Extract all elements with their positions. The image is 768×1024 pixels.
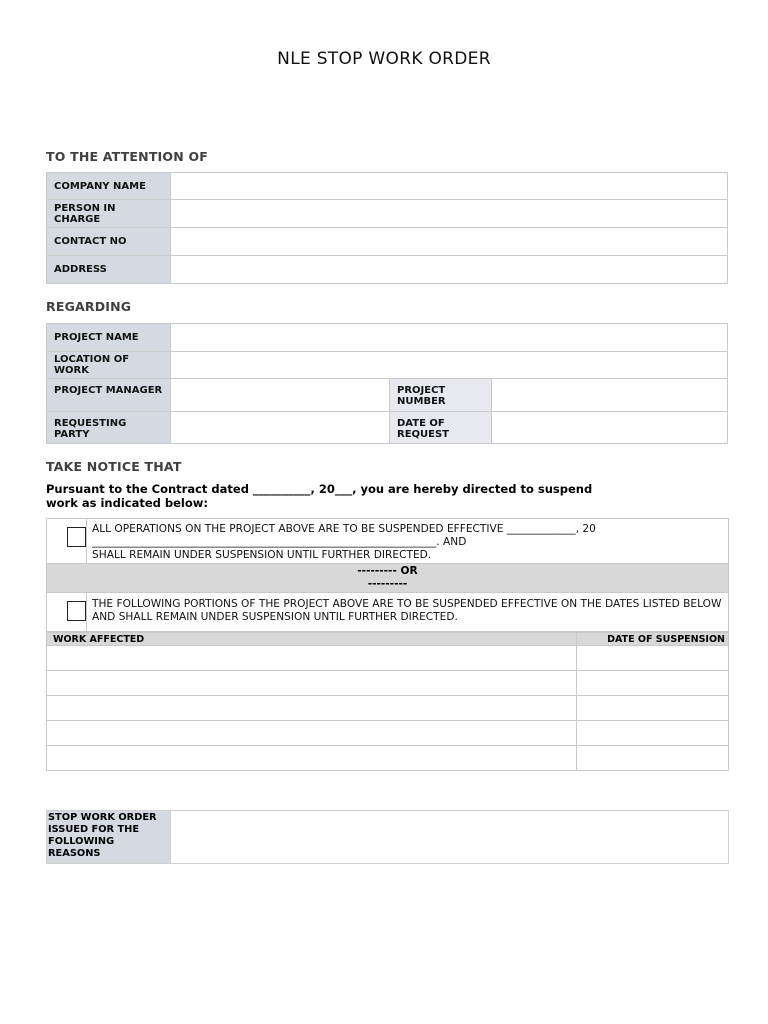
option-all-checkbox[interactable] — [67, 527, 86, 547]
regarding-heading: REGARDING — [46, 299, 132, 314]
take-notice-heading: TAKE NOTICE THAT — [46, 459, 182, 474]
project-manager-field[interactable] — [171, 379, 390, 412]
address-field[interactable] — [171, 256, 728, 284]
work-affected-cell[interactable] — [47, 696, 577, 721]
attention-table — [46, 172, 728, 284]
date-of-suspension-cell[interactable] — [577, 671, 729, 696]
option-all-line-2: _________________________________________________________________. AND — [92, 536, 467, 548]
table-row — [47, 671, 729, 696]
project-manager-label: PROJECT MANAGER — [47, 379, 171, 412]
date-of-suspension-header: DATE OF SUSPENSION — [577, 633, 729, 646]
date-of-suspension-cell[interactable] — [577, 746, 729, 771]
person-in-charge-field[interactable] — [171, 200, 728, 228]
project-number-label: PROJECT NUMBER — [390, 379, 492, 412]
location-of-work-label: LOCATION OF WORK — [47, 352, 171, 379]
option-all-divider — [86, 518, 87, 564]
requesting-party-label: REQUESTING PARTY — [47, 412, 171, 444]
company-name-field[interactable] — [171, 173, 728, 200]
project-name-label: PROJECT NAME — [47, 324, 171, 352]
regarding-table — [46, 323, 728, 444]
table-row — [47, 696, 729, 721]
reasons-field[interactable] — [171, 811, 729, 864]
or-line-1: --------- OR — [357, 565, 418, 577]
notice-intro: Pursuant to the Contract dated __________, 20___, you are hereby directed to suspend work as indicated below: — [46, 482, 593, 510]
table-row — [47, 746, 729, 771]
reasons-label: STOP WORK ORDER ISSUED FOR THE FOLLOWING REASONS — [47, 811, 171, 864]
date-of-suspension-cell[interactable] — [577, 721, 729, 746]
table-row — [47, 721, 729, 746]
date-of-request-label: DATE OF REQUEST — [390, 412, 492, 444]
option-all-line-3: SHALL REMAIN UNDER SUSPENSION UNTIL FURTHER DIRECTED. — [92, 549, 432, 561]
date-of-suspension-cell[interactable] — [577, 696, 729, 721]
work-affected-header: WORK AFFECTED — [47, 633, 577, 646]
option-portions-divider — [86, 592, 87, 632]
work-affected-table — [46, 632, 729, 771]
work-affected-cell[interactable] — [47, 746, 577, 771]
person-in-charge-label: PERSON IN CHARGE — [47, 200, 171, 228]
work-affected-cell[interactable] — [47, 671, 577, 696]
option-all-line-1: ALL OPERATIONS ON THE PROJECT ABOVE ARE TO BE SUSPENDED EFFECTIVE _____________, 20 — [92, 523, 596, 535]
project-number-field[interactable] — [492, 379, 728, 412]
option-portions-text: THE FOLLOWING PORTIONS OF THE PROJECT ABOVE ARE TO BE SUSPENDED EFFECTIVE ON THE DATES LISTED BELOW AND SHALL REMAIN UNDER SUSPENSION UNTIL FURTHER DIRECTED. — [92, 598, 722, 623]
or-separator — [46, 564, 729, 592]
contact-no-field[interactable] — [171, 228, 728, 256]
contact-no-label: CONTACT NO — [47, 228, 171, 256]
table-row — [47, 646, 729, 671]
attention-heading: TO THE ATTENTION OF — [46, 149, 209, 164]
or-line-2: --------- — [367, 578, 408, 590]
work-affected-cell[interactable] — [47, 721, 577, 746]
requesting-party-field[interactable] — [171, 412, 390, 444]
company-name-label: COMPANY NAME — [47, 173, 171, 200]
option-all-text — [92, 523, 596, 562]
date-of-suspension-cell[interactable] — [577, 646, 729, 671]
work-affected-cell[interactable] — [47, 646, 577, 671]
project-name-field[interactable] — [171, 324, 728, 352]
date-of-request-field[interactable] — [492, 412, 728, 444]
location-of-work-field[interactable] — [171, 352, 728, 379]
option-portions-checkbox[interactable] — [67, 601, 86, 621]
reasons-table — [46, 810, 729, 864]
address-label: ADDRESS — [47, 256, 171, 284]
page-title: NLE STOP WORK ORDER — [277, 49, 491, 69]
